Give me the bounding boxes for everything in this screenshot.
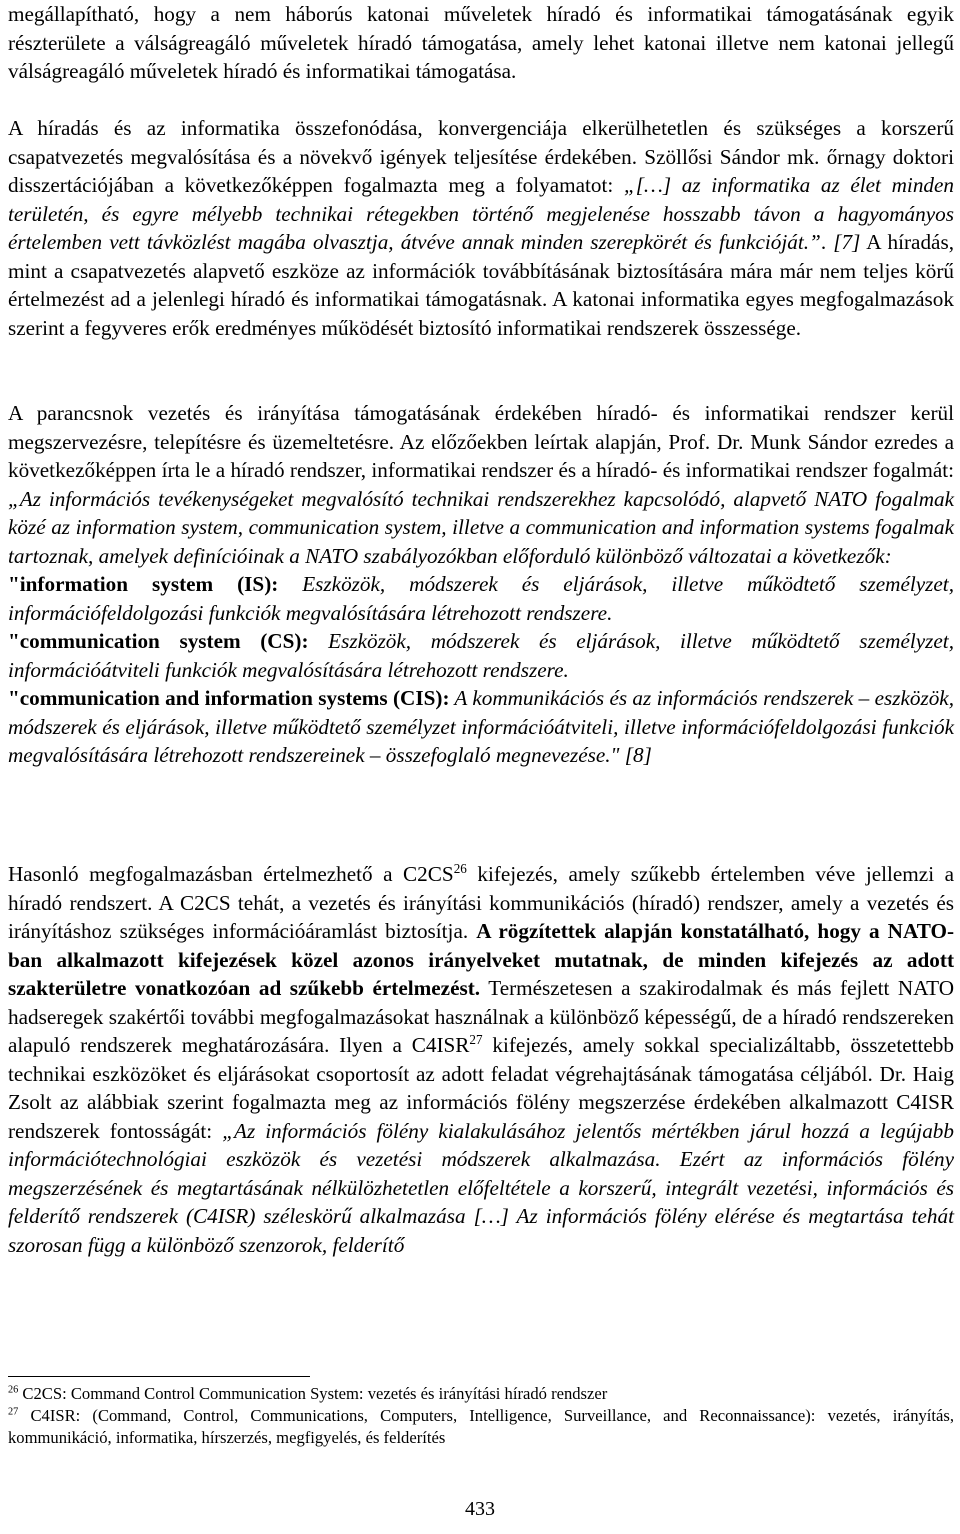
quote-dissertation: „[…] az informatika az élet minden területén, és egyre mélyebb technikai rétegekben történő megjelenése hosszabb távon a hagyományos értelemben vett távközlést magába olvasztja, átvéve annak minden szerepkörét és funkcióját.”: [8, 173, 954, 254]
footnote-text: C2CS: Command Control Communication System: vezetés és irányítási híradó rendszer: [18, 1384, 608, 1403]
paragraph-text: A parancsnok vezetés és irányítása támogatásának érdekében híradó- és informatikai rendszer kerül megszervezésre, telepítésre és üzemeltetésre. Az előzőekben leírtak alapján, Prof. Dr. Munk Sándor ezredes a következőképpen írta le a híradó rendszer, informatikai rendszer és a híradó- és informatikai rendszer fogalmát:: [8, 401, 954, 482]
paragraph-continuation: [8, 0, 954, 86]
paragraph-text: .: [820, 230, 834, 254]
page-number: 433: [465, 1498, 495, 1520]
term-cis: "communication and information systems (CIS):: [8, 686, 450, 710]
term-communication-system: "communication system (CS):: [8, 629, 309, 653]
footnote-number: 26: [8, 1384, 19, 1396]
paragraph-text: Hasonló megfogalmazásban értelmezhető a C2CS: [8, 862, 454, 886]
footnote-separator: [8, 1376, 310, 1377]
quote-munk: „Az információs tevékenységeket megvalósító technikai rendszerekhez kapcsolódó, alapvető NATO fogalmak közé az information system, communication system, illetve a communication and information systems fogalmak tartoznak, amelyek definícióinak a NATO szabályozókban előforduló különböző változatai a következők:: [8, 486, 954, 568]
paragraph-cis-definitions: [8, 399, 954, 770]
footnote-26: [8, 1383, 954, 1405]
footnote-27: [8, 1405, 954, 1449]
paragraph-text: kifejezés, amely szűkebb értelemben véve jellemzi a híradó rendszert. A C2CS tehát, a vezetés és irányítási kommunikációs (híradó) rendszer, amely a vezetés és irányításhoz szükséges információáramlást biztosítja.: [8, 862, 955, 943]
paragraph-text: megállapítható, hogy a nem háborús katonai műveletek híradó és informatikai támogatásának egyik részterülete a válságreagáló műveletek híradó támogatása, amely lehet katonai illetve nem katonai jellegű válságreagáló műveletek híradó és informatikai támogatása.: [8, 2, 954, 83]
footnote-text: C4ISR: (Command, Control, Communications, Computers, Intelligence, Surveillance, and Reconnaissance): vezetés, irányítás, kommunikáció, informatika, hírszerzés, megfigyelés, és felderítés: [8, 1406, 954, 1447]
footnote-ref-27[interactable]: 27: [469, 1031, 483, 1047]
definition-is: Eszközök, módszerek és eljárások, illetve működtető személyzet, információfeldolgozási funkciók megvalósítására létrehozott rendszere.: [8, 572, 954, 625]
footnote-ref-26[interactable]: 26: [453, 860, 467, 876]
emphasis-conclusion: A rögzítettek alapján konstatálható, hogy a NATO-ban alkalmazott kifejezések közel azonos irányelveket mutatnak, de minden kifejezés az adott szakterületre vonatkozóan ad szűkebb értelmezést.: [8, 919, 954, 1000]
definition-cs: Eszközök, módszerek és eljárások, illetve működtető személyzet, információátviteli funkciók megvalósítására létrehozott rendszere.: [8, 629, 954, 682]
quote-haig: „Az információs fölény kialakulásához jelentős mértékben járul hozzá a legújabb információtechnológiai eszközök és vezetési módszerek alkalmazása. Ezért az információs fölény megszerzésének és megtartásának nélkülözhetetlen előfeltétele a korszerű, integrált vezetési, információs és felderítő rendszerek (C4ISR) széleskörű alkalmazása […] Az információs fölény elérése és megtartása tehát szorosan függ a különböző szenzorok, felderítő: [8, 1118, 954, 1257]
paragraph-c2cs-c4isr: [8, 860, 954, 1259]
paragraph-text: A híradás, mint a csapatvezetés alapvető eszköze az információk továbbításának biztosítására mára már nem teljes körű értelmezést ad a jelenlegi híradó és informatikai támogatásnak. A katonai informatika egyes megfogalmazások szerint a fegyveres erők eredményes működését biztosító informatikai rendszerek összessége.: [8, 230, 955, 340]
paragraph-text: A híradás és az informatika összefonódása, konvergenciája elkerülhetetlen és szükséges a korszerű csapatvezetés megvalósítása és a növekvő igények teljesítése érdekében. Szöllősi Sándor mk. őrnagy doktori disszertációjában a következőképpen fogalmazta meg a folyamatot:: [8, 116, 954, 197]
term-information-system: "information system (IS):: [8, 572, 279, 596]
footnote-number: 27: [8, 1406, 19, 1418]
reference-7: [7]: [833, 230, 861, 254]
paragraph-text: Természetesen a szakirodalmak és más fejlett NATO hadseregek szakértői további megfogalmazásokat használnak a különböző képességű, de a híradó rendszereken alapuló rendszerek meghatározására. Ilyen a C4ISR: [8, 976, 955, 1057]
paragraph-convergence: [8, 114, 954, 342]
paragraph-text: kifejezés, amely sokkal specializáltabb, összetettebb technikai eszközöket és eljárásokat csoportosít az adott feladat végrehajtásának támogatása céljából. Dr. Haig Zsolt az alábbiak szerint fogalmazta meg az információs fölény megszerzése érdekében alkalmazott C4ISR rendszerek fontosságát:: [8, 1033, 954, 1143]
footnotes: [8, 1383, 954, 1449]
definition-cis: A kommunikációs és az információs rendszerek – eszközök, módszerek és eljárások, illetve működtető személyzet információátviteli, illetve információfeldolgozási funkciók megvalósítására létrehozott rendszereinek – összefoglaló megnevezése." [8]: [8, 686, 954, 767]
